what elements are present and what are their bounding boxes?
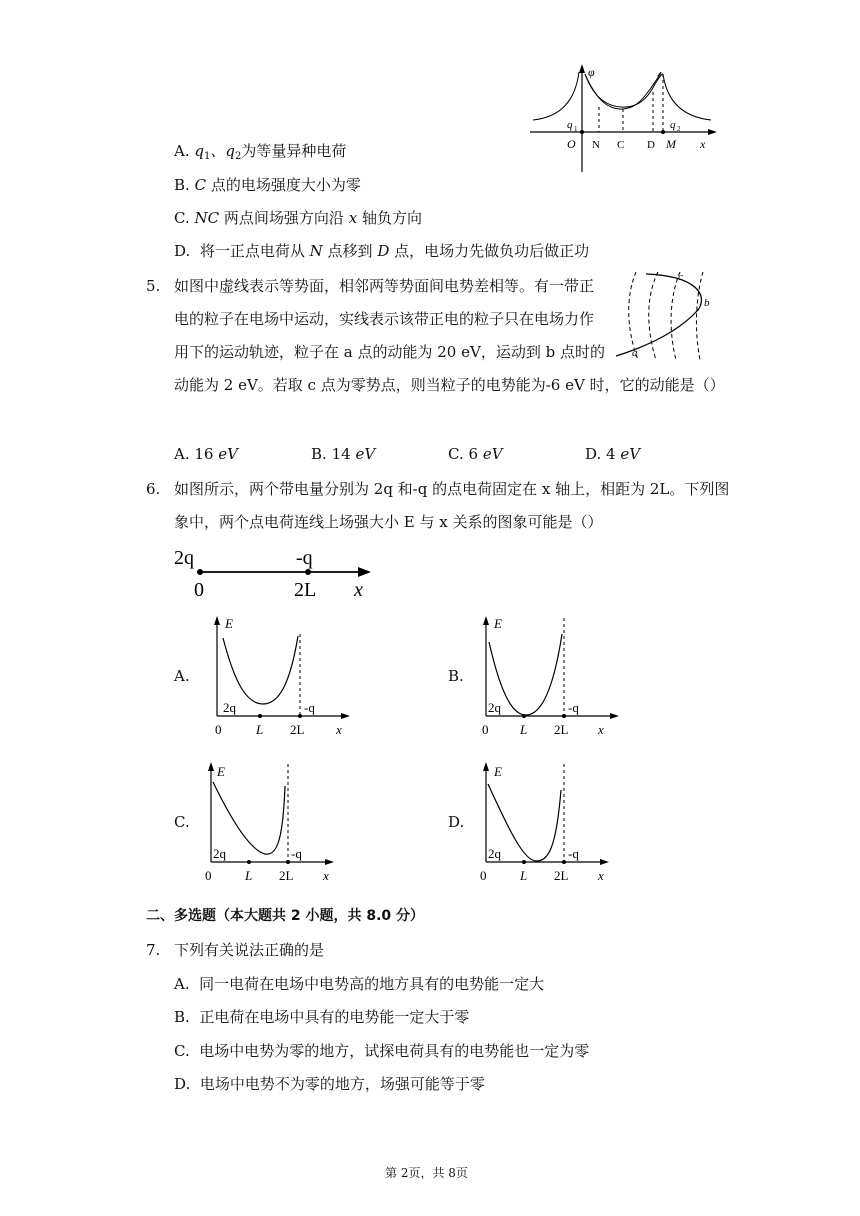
svg-text:b: b	[704, 297, 710, 309]
q5-line-4: 动能为 2 eV。若取 c 点为零势点，则当粒子的电势能为-6 eV 时，它的动能是（）	[174, 376, 725, 394]
svg-text:2: 2	[677, 125, 681, 133]
q4-option-d: D. 将一正点电荷从 N 点移到 D 点，电场力先做负功后做正功	[174, 242, 590, 260]
svg-text:N: N	[592, 139, 600, 151]
q7-number: 7.	[146, 941, 161, 959]
svg-text:2L: 2L	[279, 868, 294, 883]
q6-graph-c-letter: C.	[174, 813, 190, 831]
svg-text:L: L	[520, 722, 528, 737]
svg-text:L: L	[245, 868, 253, 883]
svg-text:M: M	[666, 137, 676, 151]
svg-text:x: x	[598, 868, 604, 883]
svg-text:2q: 2q	[488, 700, 501, 715]
q6-graph-d-letter: D.	[448, 813, 465, 831]
q5-line-2: 电的粒子在电场中运动，实线表示该带正电的粒子只在电场力作	[174, 310, 595, 328]
svg-text:2q: 2q	[213, 846, 226, 861]
svg-text:2L: 2L	[554, 722, 569, 737]
svg-text:0: 0	[205, 868, 212, 883]
svg-text:0: 0	[480, 868, 487, 883]
svg-text:1: 1	[574, 125, 578, 133]
svg-text:0: 0	[215, 722, 222, 737]
q6-line-2: 象中，两个点电荷连线上场强大小 E 与 x 关系的图象可能是（）	[174, 513, 603, 531]
q5-option-d: D. 4 eV	[585, 445, 641, 463]
page-footer: 第 2页，共 8页	[385, 1166, 468, 1180]
q6-graph-a-letter: A.	[174, 667, 190, 685]
q5-option-a: A. 16 eV	[174, 445, 238, 463]
svg-text:2L: 2L	[290, 722, 305, 737]
svg-text:C: C	[617, 139, 625, 151]
q6-graph-d	[474, 760, 634, 890]
q6-graph-c	[199, 760, 359, 890]
svg-text:a: a	[632, 347, 638, 359]
q5-option-c: C. 6 eV	[448, 445, 503, 463]
svg-text:-q: -q	[568, 700, 579, 715]
svg-text:2L: 2L	[554, 868, 569, 883]
svg-text:x: x	[336, 722, 342, 737]
svg-text:E: E	[494, 764, 502, 779]
svg-text:L: L	[520, 868, 528, 883]
q5-equipotential-figure	[608, 266, 718, 366]
q7-stem: 下列有关说法正确的是	[174, 941, 325, 959]
q7-option-b: B. 正电荷在电场中具有的电势能一定大于零	[174, 1008, 470, 1026]
svg-text:2q: 2q	[488, 846, 501, 861]
svg-text:x: x	[598, 722, 604, 737]
svg-text:q: q	[567, 119, 573, 131]
section-title: 二、多选题（本大题共 2 小题，共 8.0 分）	[146, 908, 425, 924]
svg-text:2L: 2L	[294, 579, 317, 601]
q4-potential-figure	[525, 62, 725, 182]
q6-line-1: 如图所示，两个带电量分别为 2q 和-q 的点电荷固定在 x 轴上，相距为 2L。下列图	[174, 480, 730, 498]
svg-text:c: c	[678, 271, 683, 283]
q5-number: 5.	[146, 277, 161, 295]
svg-text:E: E	[217, 764, 225, 779]
svg-text:-q: -q	[291, 846, 302, 861]
svg-text:q: q	[670, 119, 676, 131]
svg-text:O: O	[567, 137, 576, 151]
svg-text:-q: -q	[296, 547, 313, 569]
q4-y-label: φ	[588, 65, 595, 79]
q7-option-d: D. 电场中电势不为零的地方，场强可能等于零	[174, 1075, 485, 1093]
q4-option-b: B. C 点的电场强度大小为零	[174, 176, 361, 194]
q4-option-a: A. $q_1$、$q_2$为等量异种电荷	[174, 142, 347, 162]
svg-text:-q: -q	[304, 700, 315, 715]
q6-number: 6.	[146, 480, 161, 498]
svg-text:2q: 2q	[174, 547, 194, 569]
q5-line-3: 用下的运动轨迹，粒子在 a 点的动能为 20 eV，运动到 b 点时的	[174, 343, 605, 361]
svg-text:x: x	[354, 579, 363, 601]
q5-line-1: 如图中虚线表示等势面，相邻两等势面间电势差相等。有一带正	[174, 277, 595, 295]
svg-text:D: D	[647, 139, 655, 151]
svg-text:L: L	[256, 722, 264, 737]
q7-option-a: A. 同一电荷在电场中电势高的地方具有的电势能一定大	[174, 975, 545, 993]
svg-text:2q: 2q	[223, 700, 236, 715]
svg-text:0: 0	[194, 579, 204, 601]
q6-graph-b	[474, 614, 634, 744]
svg-text:x: x	[323, 868, 329, 883]
svg-text:E: E	[494, 616, 502, 631]
q5-option-b: B. 14 eV	[311, 445, 376, 463]
q7-option-c: C. 电场中电势为零的地方，试探电荷具有的电势能也一定为零	[174, 1042, 590, 1060]
q6-graph-a	[205, 614, 365, 744]
svg-text:0: 0	[482, 722, 489, 737]
q6-graph-b-letter: B.	[448, 667, 464, 685]
svg-text:x: x	[700, 137, 706, 151]
svg-text:E: E	[225, 616, 233, 631]
svg-text:-q: -q	[568, 846, 579, 861]
q6-axis-figure	[172, 542, 372, 602]
q4-option-c: C. NC 两点间场强方向沿 x 轴负方向	[174, 209, 422, 227]
